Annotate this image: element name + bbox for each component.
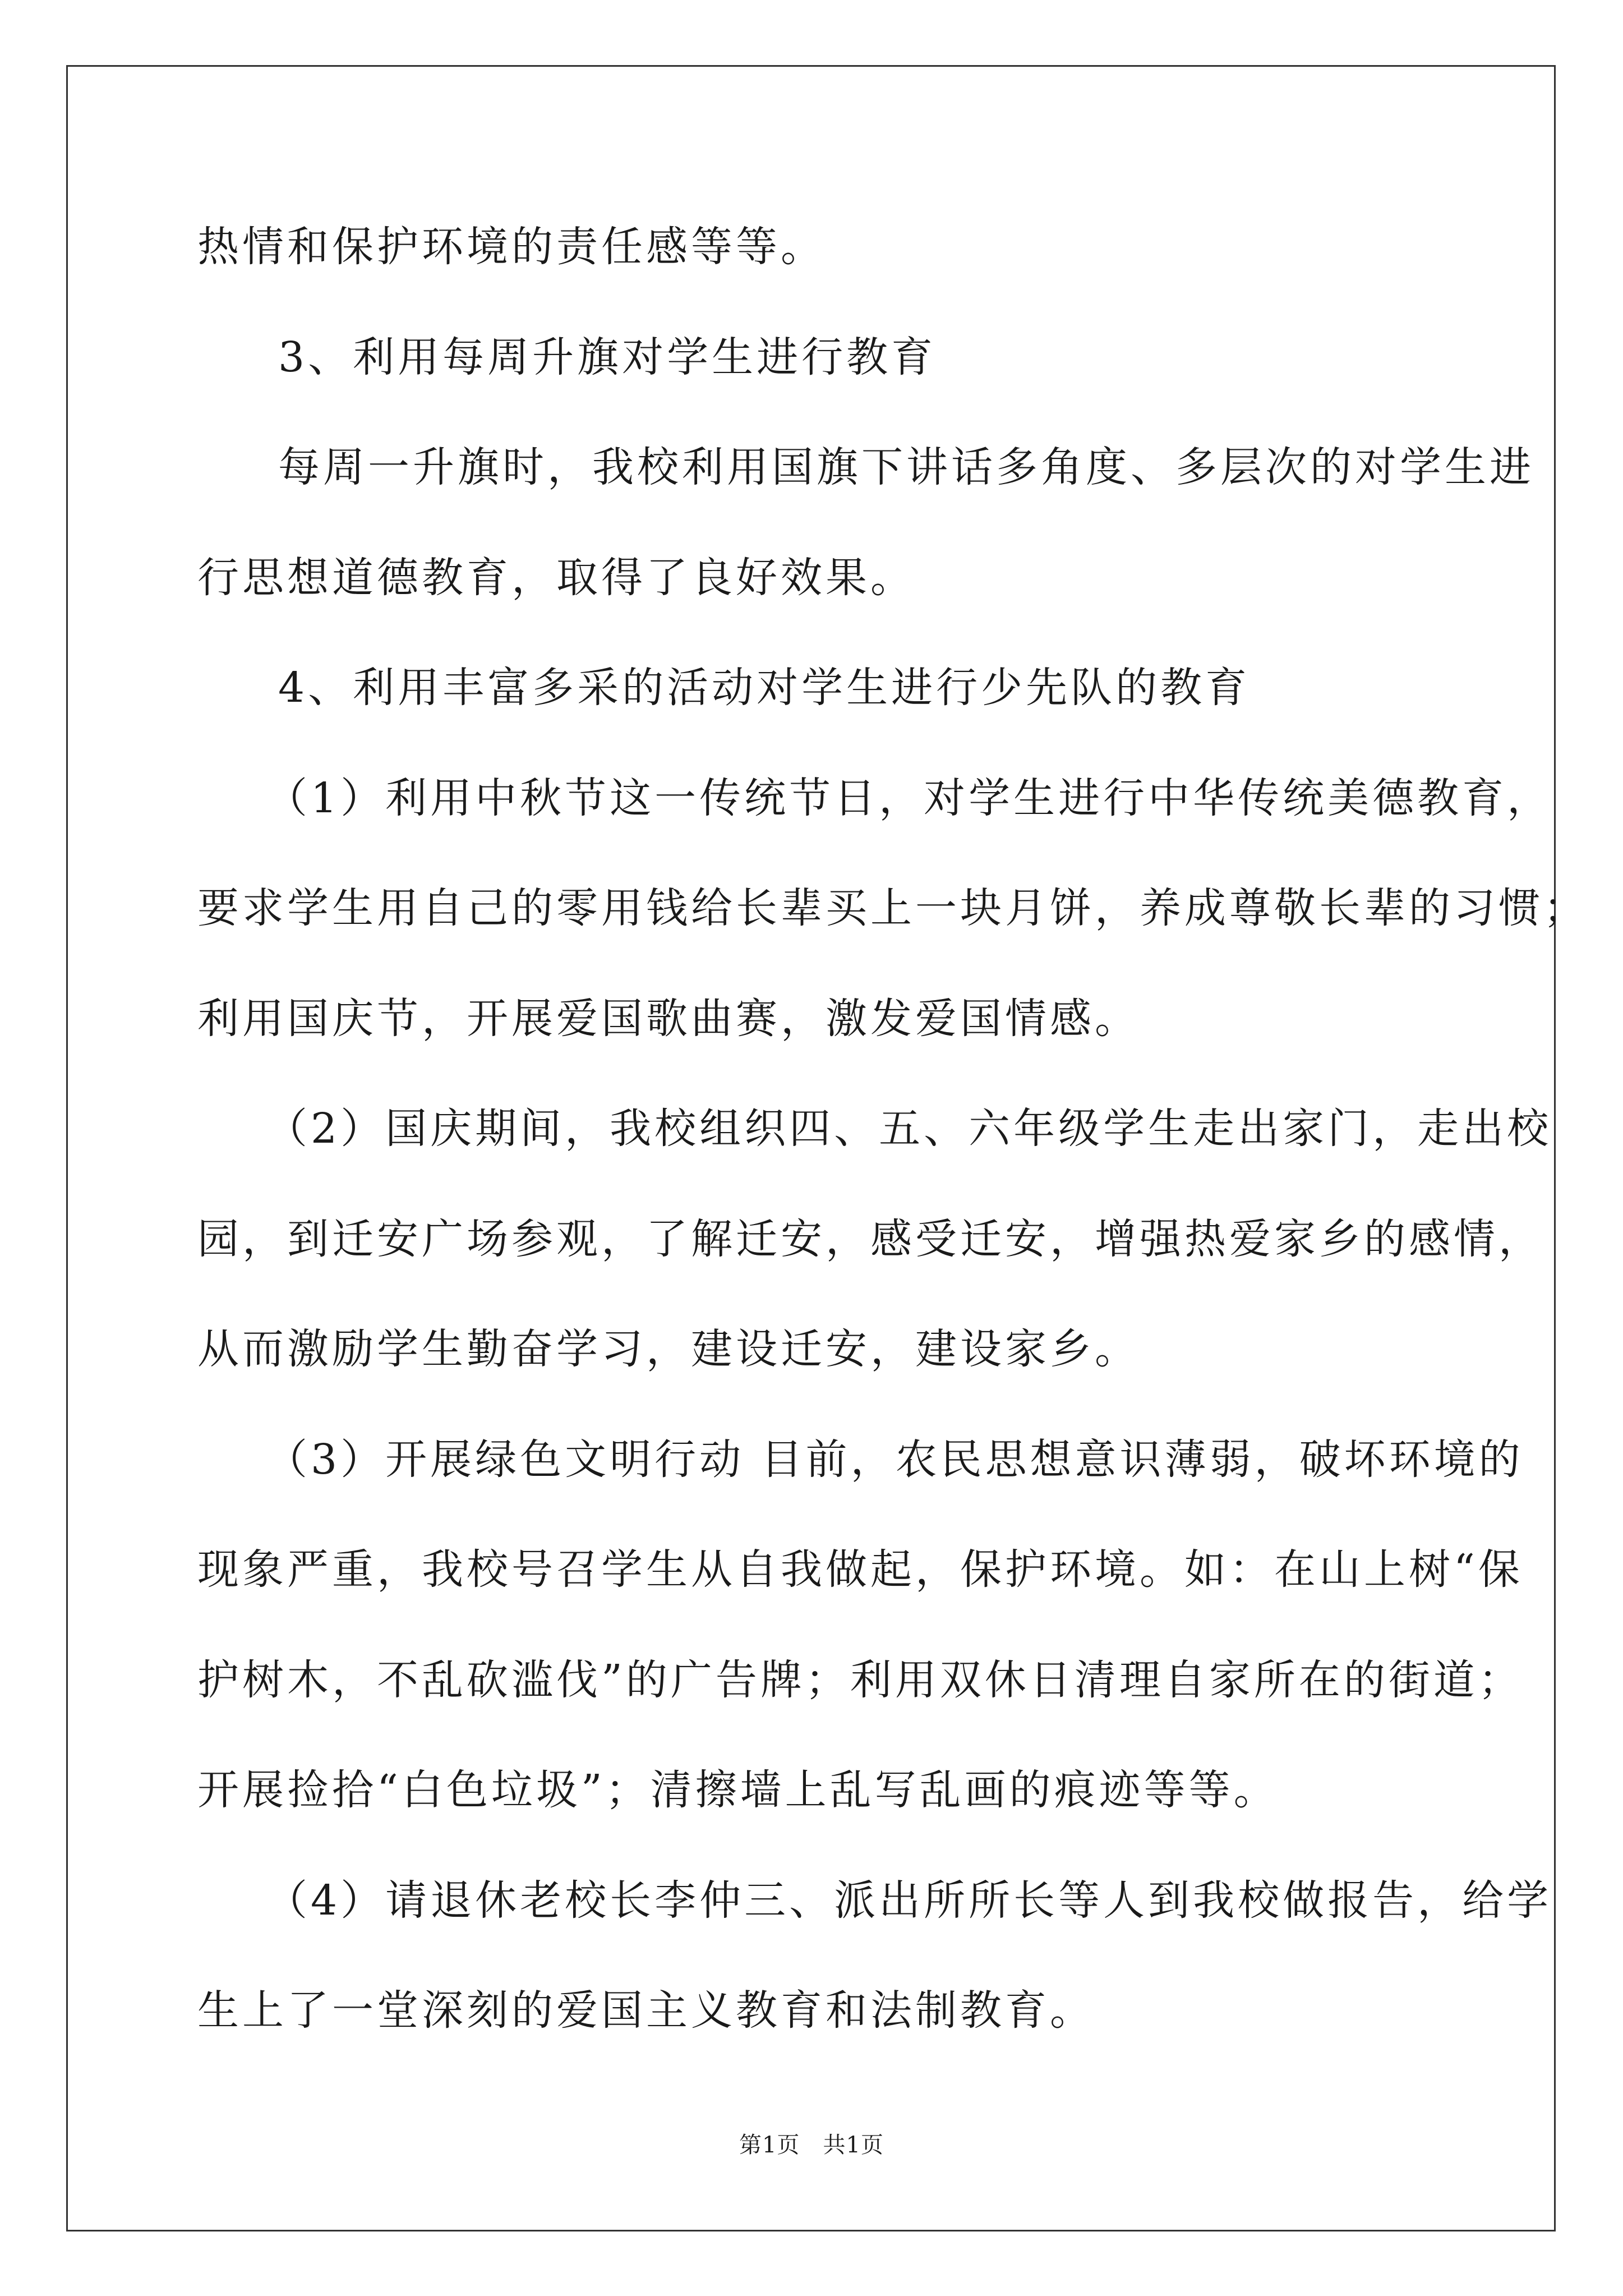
text-line: 每周一升旗时，我校利用国旗下讲话多角度、多层次的对学生进: [278, 443, 1534, 491]
text-line: （3）开展绿色文明行动 目前，农民思想意识薄弱，破坏环境的: [266, 1435, 1524, 1484]
text-line: 要求学生用自己的零用钱给长辈买上一块月饼，养成尊敬长辈的习惯；: [197, 884, 1588, 932]
text-line: 现象严重，我校号召学生从自我做起，保护环境。如：在山上树“保: [197, 1545, 1523, 1594]
text-line: 生上了一堂深刻的爱国主义教育和法制教育。: [197, 1986, 1095, 2035]
text-line: （4）请退休老校长李仲三、派出所所长等人到我校做报告，给学: [266, 1876, 1552, 1925]
section-heading: 4、利用丰富多采的活动对学生进行少先队的教育: [278, 664, 1251, 712]
text-line: 热情和保护环境的责任感等等。: [197, 223, 826, 271]
page-number: 第1页 共1页: [739, 2132, 884, 2158]
section-heading: 3、利用每周升旗对学生进行教育: [278, 333, 937, 381]
text-line: 从而激励学生勤奋学习，建设迁安，建设家乡。: [197, 1325, 1140, 1373]
text-line: 园，到迁安广场参观，了解迁安，感受迁安，增强热爱家乡的感情，: [197, 1215, 1543, 1263]
text-line: （2）国庆期间，我校组织四、五、六年级学生走出家门，走出校: [266, 1105, 1552, 1153]
text-line: 行思想道德教育，取得了良好效果。: [197, 554, 915, 602]
text-line: 护树木，不乱砍滥伐”的广告牌；利用双休日清理自家所在的街道；: [197, 1656, 1523, 1704]
text-line: 利用国庆节，开展爱国歌曲赛，激发爱国情感。: [197, 995, 1140, 1043]
text-line: 开展捡拾“白色垃圾”；清擦墙上乱写乱画的痕迹等等。: [197, 1766, 1279, 1814]
text-line: （1）利用中秋节这一传统节日，对学生进行中华传统美德教育，: [266, 774, 1552, 822]
